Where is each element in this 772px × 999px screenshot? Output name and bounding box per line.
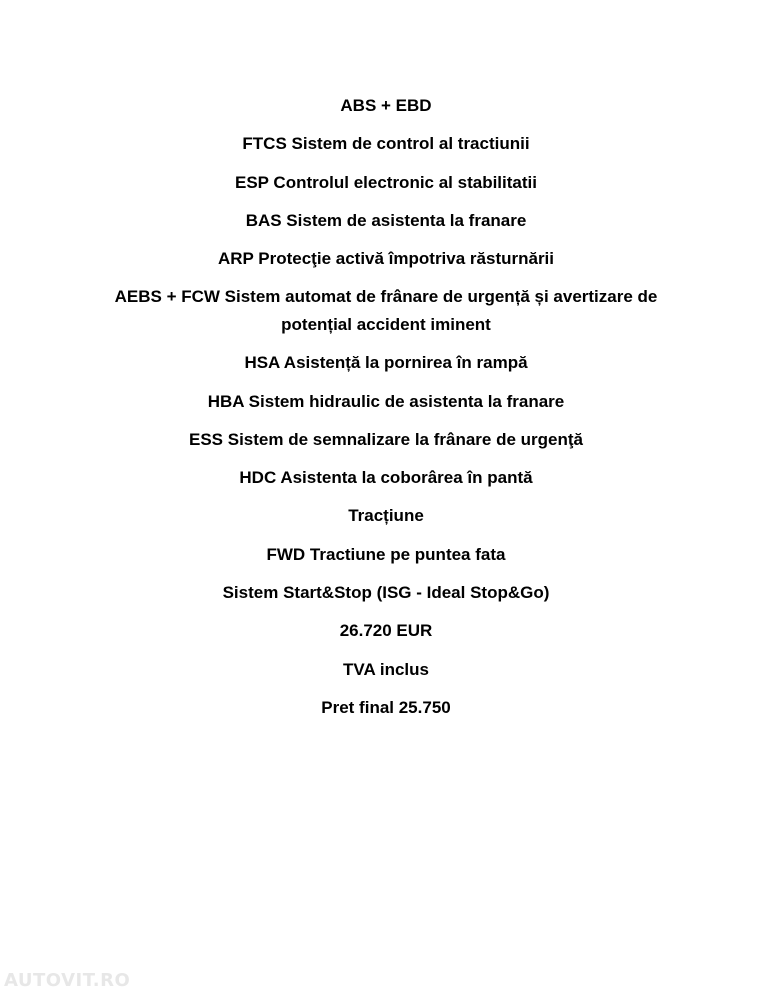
feature-aebs-fcw: AEBS + FCW Sistem automat de frânare de urgență și avertizare de potențial accident iminent (114, 287, 658, 334)
feature-start-stop: Sistem Start&Stop (ISG - Ideal Stop&Go) (222, 583, 550, 603)
feature-abs-ebd: ABS + EBD (340, 96, 432, 115)
feature-hba: HBA Sistem hidraulic de asistenta la franare (207, 391, 565, 411)
feature-hsa: HSA Asistență la pornirea în rampă (244, 353, 528, 373)
feature-esp: ESP Controlul electronic al stabilitatii (235, 172, 537, 192)
final-price: Pret final 25.750 (321, 697, 451, 717)
document-body (0, 92, 772, 732)
feature-arp: ARP Protecţie activă împotriva răsturnării (217, 249, 555, 269)
traction-heading: Tracțiune (348, 506, 424, 526)
feature-ftcs: FTCS Sistem de control al tractiunii (242, 134, 530, 154)
feature-hdc: HDC Asistenta la coborârea în pantă (239, 468, 533, 488)
vat-note: TVA inclus (343, 659, 429, 679)
watermark-logo: AUTOVIT.RO (4, 970, 131, 991)
traction-fwd: FWD Tractiune pe puntea fata (266, 544, 506, 564)
feature-ess: ESS Sistem de semnalizare la frânare de urgenţă (189, 429, 583, 449)
price-amount: 26.720 EUR (339, 621, 433, 641)
feature-bas: BAS Sistem de asistenta la franare (245, 210, 527, 230)
